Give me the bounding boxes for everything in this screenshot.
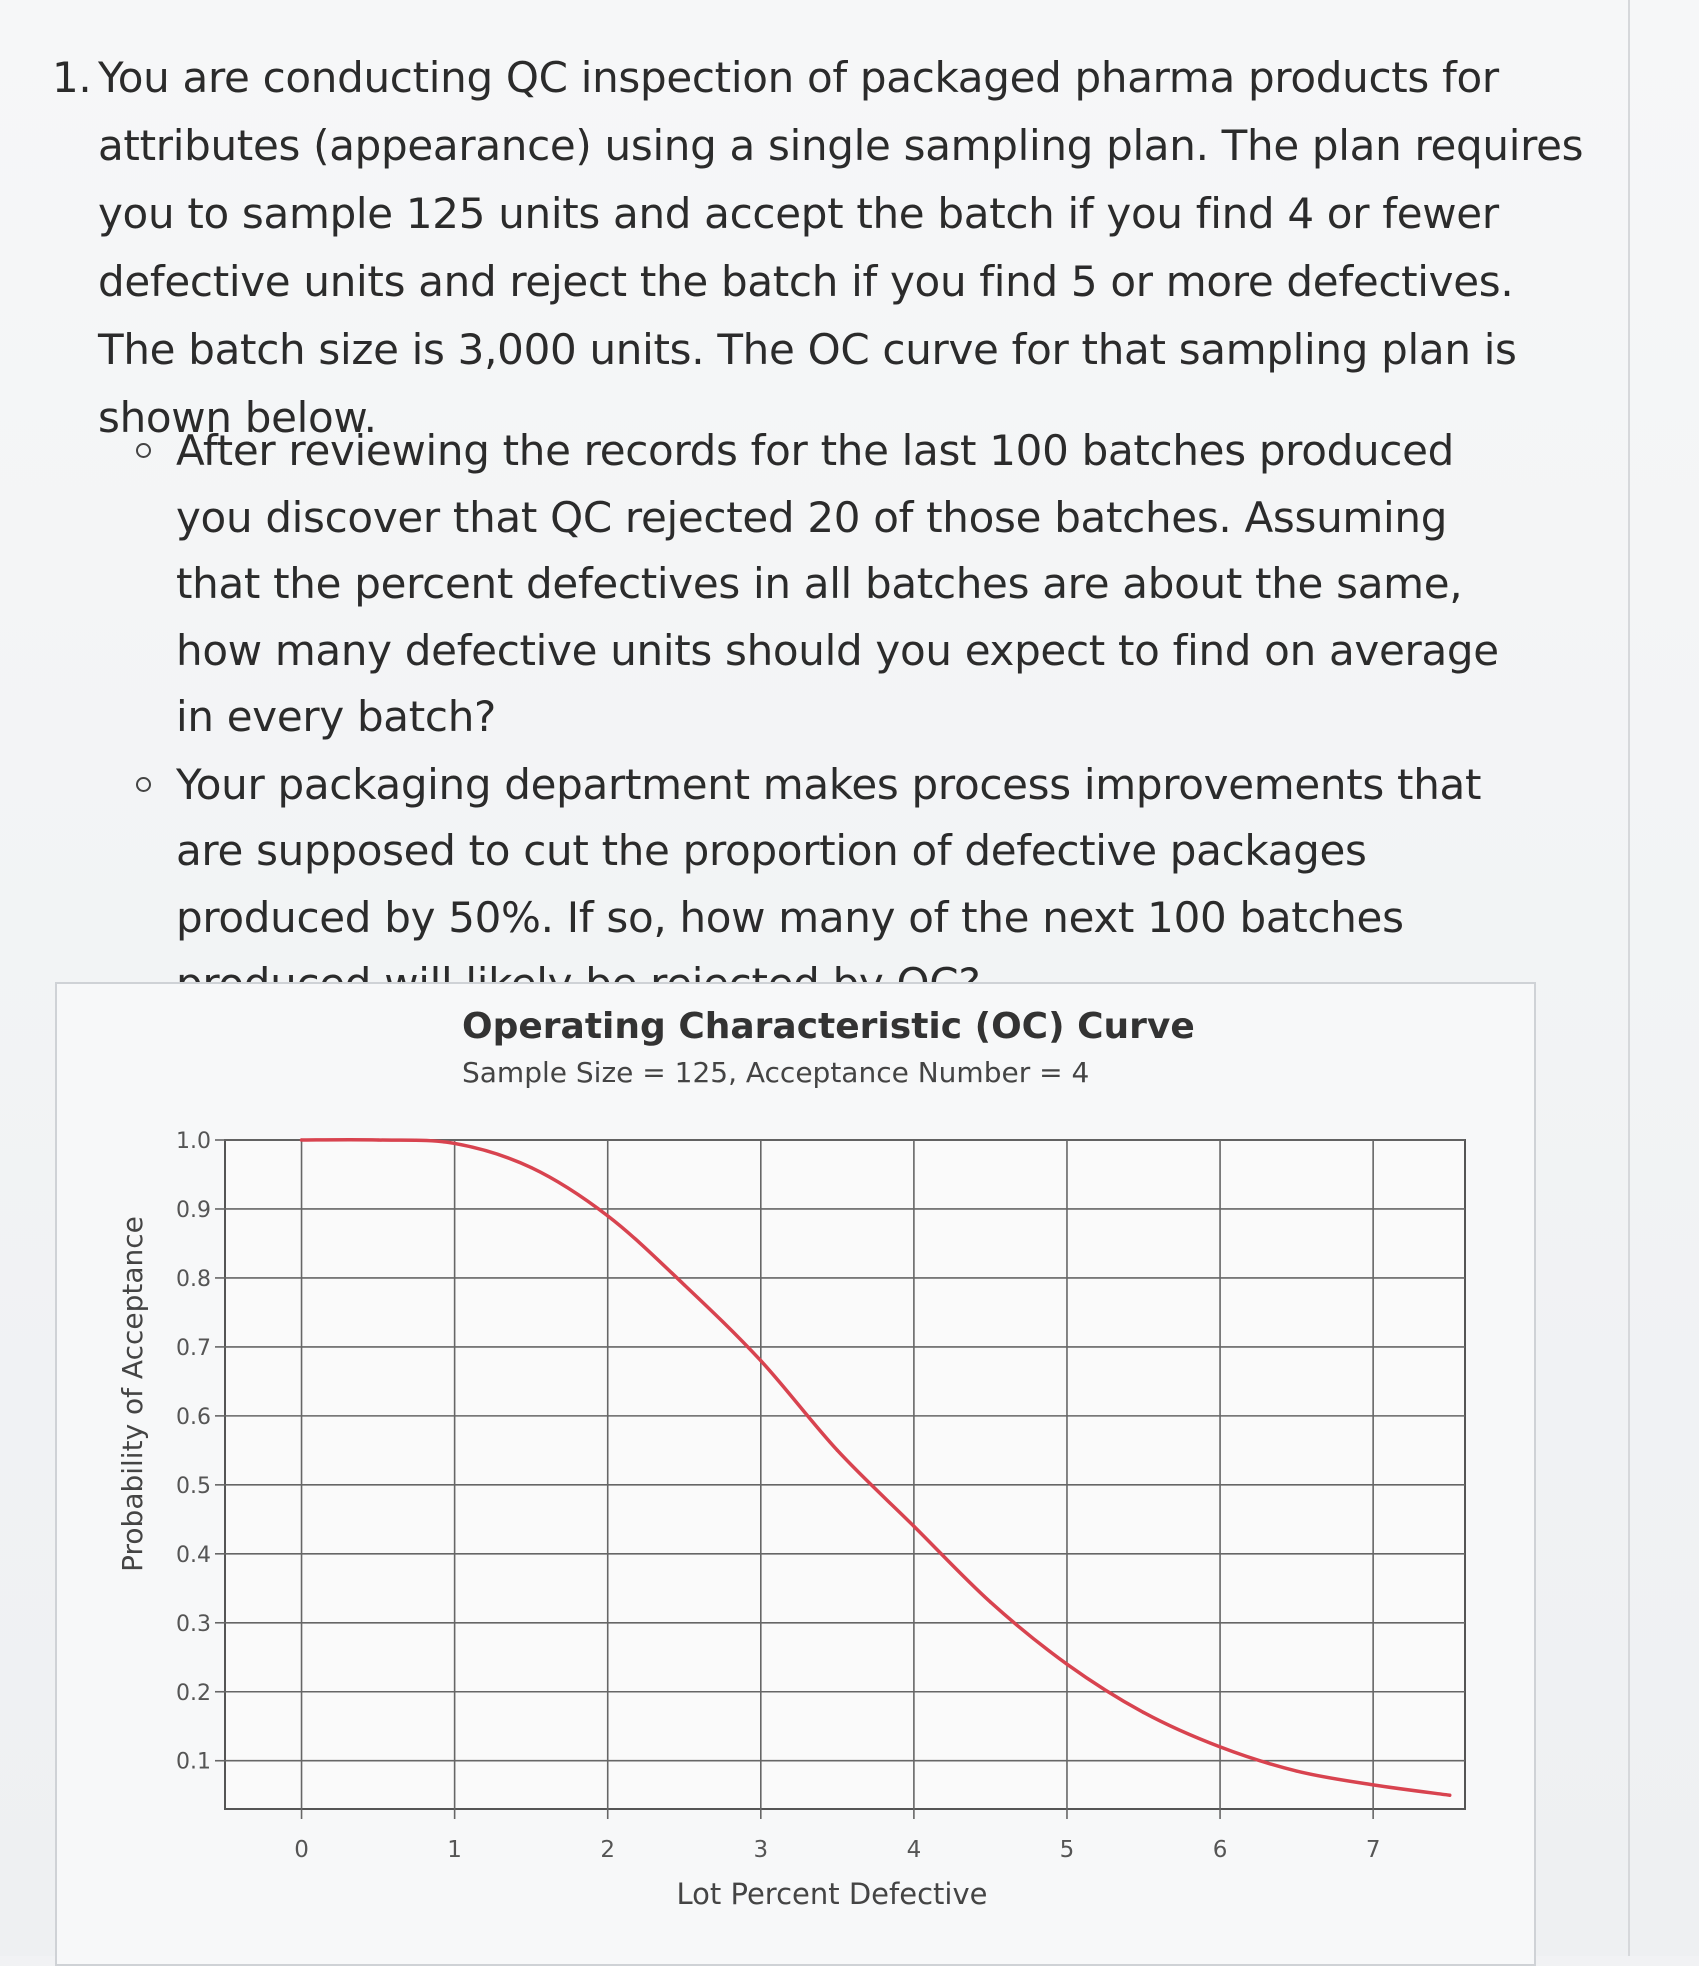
oc-curve-point-12 (1218, 1745, 1221, 1748)
y-tick-label-0.2: 0.2 (176, 1680, 211, 1706)
oc-curve-point-13 (1295, 1769, 1298, 1772)
oc-curve-point-3 (530, 1166, 533, 1169)
y-tick-label-0.8: 0.8 (176, 1266, 211, 1292)
question-block (52, 44, 1592, 452)
sub-question-2 (136, 752, 1536, 1018)
y-tick-label-1.0: 1.0 (176, 1129, 211, 1154)
y-tick-label-0.7: 0.7 (176, 1335, 211, 1361)
sub-question-1 (136, 418, 1536, 751)
oc-curve-point-0 (300, 1138, 303, 1141)
x-tick-label-2: 2 (600, 1837, 616, 1863)
sub-question-2-text: Your packaging department makes process improvements that are supposed to cut the proportion of defective packages produced by 50%. If so, how many of the next 100 batches (176, 759, 1482, 942)
oc-curve-point-10 (1065, 1663, 1068, 1666)
oc-curve-point-15 (1448, 1794, 1451, 1797)
x-tick-label-3: 3 (753, 1837, 769, 1863)
x-tick-label-4: 4 (906, 1837, 922, 1863)
oc-curve-point-4 (606, 1214, 609, 1217)
oc-curve-point-7 (836, 1449, 839, 1452)
sub-question-list (136, 418, 1536, 1019)
oc-curve-point-9 (989, 1600, 992, 1603)
y-tick-label-0.4: 0.4 (176, 1542, 211, 1568)
y-tick-label-0.6: 0.6 (176, 1404, 211, 1430)
plot-area (225, 1140, 1465, 1809)
oc-curve-point-14 (1372, 1783, 1375, 1786)
x-tick-label-5: 5 (1059, 1837, 1075, 1863)
question-text: You are conducting QC inspection of packaged pharma products for attributes (appearance) using a single sampling plan. The plan requires you to sample 125 units and accept the batch if you find 4 or fewer defective units and reject the batch if you find 5 or more defectives. The batch size is 3,000 units. The OC curve for that sampling plan is shown below. (98, 53, 1584, 442)
chart-subtitle: Sample Size = 125, Acceptance Number = 4 (462, 1056, 1090, 1089)
oc-curve-point-11 (1142, 1711, 1145, 1714)
x-tick-label-6: 6 (1212, 1837, 1228, 1863)
x-tick-label-1: 1 (447, 1837, 462, 1863)
y-tick-label-0.1: 0.1 (176, 1749, 211, 1775)
question-number: 1. (52, 53, 92, 102)
x-tick-label-7: 7 (1365, 1837, 1381, 1863)
chart-title: Operating Characteristic (OC) Curve (462, 1006, 1195, 1047)
x-tick-label-0: 0 (294, 1837, 309, 1863)
chart-frame (55, 982, 1536, 1966)
bullet-circle-icon (136, 777, 151, 792)
oc-curve-chart (57, 984, 1534, 1958)
oc-curve-point-2 (453, 1142, 456, 1145)
y-tick-label-0.9: 0.9 (176, 1197, 211, 1223)
y-tick-label-0.3: 0.3 (176, 1611, 211, 1637)
x-axis-label: Lot Percent Defective (676, 1877, 988, 1911)
bullet-circle-icon (136, 443, 151, 458)
y-axis-label: Probability of Acceptance (116, 1216, 149, 1572)
oc-curve-point-8 (912, 1525, 915, 1528)
oc-curve-point-5 (683, 1283, 686, 1286)
oc-curve-point-6 (759, 1359, 762, 1362)
column-divider (1628, 0, 1630, 1956)
oc-curve-point-1 (376, 1138, 379, 1141)
y-tick-label-0.5: 0.5 (176, 1473, 211, 1499)
sub-question-1-text: After reviewing the records for the last 100 batches produced you discover that QC rejected 20 of those batches. Assuming that the percent defectives in all batches are about the same, how many defective units should you expect to find on average in every batch? (176, 426, 1499, 741)
